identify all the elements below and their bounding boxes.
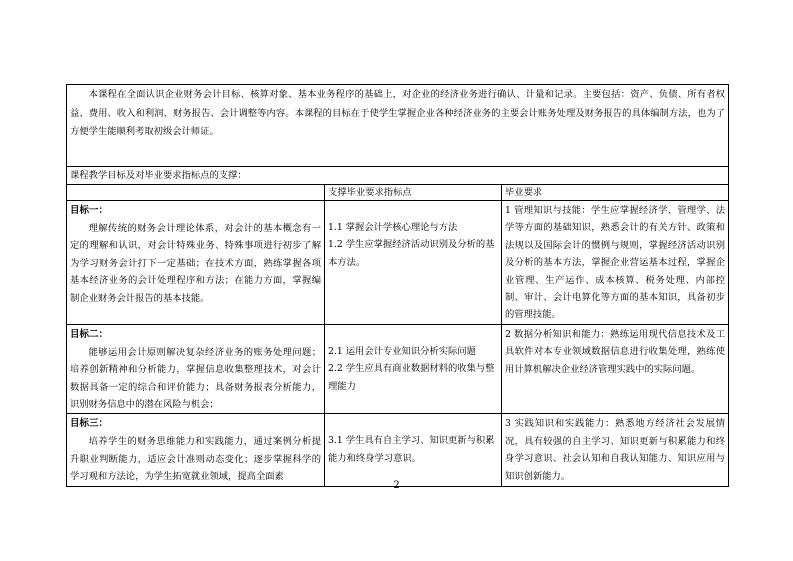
indicator-text: 2.1 运用会计专业知识分析实际问题 2.2 学生应具有商业数据材料的收集与整理能力 [328,345,495,392]
course-objectives-table [66,84,729,487]
support-title: 课程教学目标及对毕业要求指标点的支撑： [67,167,729,185]
header-indicators: 支撑毕业要求指标点 [325,185,502,201]
indicator-cell [325,324,502,414]
indicator-cell [325,201,502,325]
requirement-cell [502,201,729,325]
goal-title: 目标三： [70,418,109,430]
goal-cell [67,414,325,486]
requirement-cell [502,414,729,486]
table-row [67,414,729,486]
goal-text: 培养学生的财务思维能力和实践能力，通过案例分析提升职业判断能力，适应会计准则动态变化；逐步掌握科学的学习观和方法论，为学生拓宽就业领域，提高全面素 [70,436,321,483]
indicator-text: 3.1 学生具有自主学习、知识更新与积累能力和终身学习意识。 [328,435,495,464]
course-intro-text: 本课程在全面认识企业财务会计目标、核算对象、基本业务程序的基础上，对企业的经济业务进行确认、计量和记录。主要包括：资产、负债、所有者权益、费用、收入和利润、财务报告、会计调整等内容。本课程的目标在于使学生掌握企业各种经济业务的主要会计账务处理及财务报告的具体编制方法，也为了方便学生能顺利考取初级会计师证。 [67,85,729,167]
intro-row [67,85,729,167]
indicator-cell [325,414,502,486]
table-row [67,324,729,414]
table-row [67,201,729,325]
requirement-text: 1 管理知识与技能：学生应掌握经济学、管理学、法学等方面的基础知识，熟悉会计的有关方针、政策和法规以及国际会计的惯例与规则，掌握经济活动识别及分析的基本方法，掌握企业营运基本过程，掌握企业管理、生产运作、成本核算、税务处理、内部控制、审计、会计电算化等方面的基本知识，具备初步的管理技能。 [505,205,726,321]
requirement-text: 2 数据分析知识和能力：熟练运用现代信息技术及工具软件对本专业领域数据信息进行收集处理，熟练使用计算机解决企业经济管理实践中的实际问题。 [505,328,726,375]
indicator-text: 1.1 掌握会计学核心理论与方法 1.2 学生应掌握经济活动识别及分析的基本方法。 [328,222,495,268]
requirement-cell [502,324,729,414]
header-requirements: 毕业要求 [502,185,729,201]
goal-cell [67,324,325,414]
goal-text: 能够运用会计原则解决复杂经济业务的账务处理问题；培养创新精神和分析能力，掌握信息收集整理技术，对会计数据具备一定的综合和评价能力；具备财务报表分析能力，识别财务信息中的潜在风险与机会； [70,346,321,411]
goal-title: 目标一： [70,205,109,216]
goal-text: 理解传统的财务会计理论体系，对会计的基本概念有一定的理解和认识，对会计特殊业务、特殊事项进行初步了解为学习财务会计打下一定基础；在技术方面，熟练掌握各项基本经济业务的会计处理程序和方法；在能力方面，掌握编制企业财务会计报告的基本技能。 [70,223,321,304]
requirement-text: 3 实践知识和实践能力：熟悉地方经济社会发展情况，具有较强的自主学习、知识更新与积累能力和终身学习意识、社会认知和自我认知能力、知识应用与知识创新能力。 [505,418,726,482]
header-goal [67,185,325,201]
goal-cell [67,201,325,325]
table-header-row [67,185,729,201]
support-title-row [67,167,729,185]
page-number: 2 [393,480,400,491]
goal-title: 目标二： [70,328,109,340]
